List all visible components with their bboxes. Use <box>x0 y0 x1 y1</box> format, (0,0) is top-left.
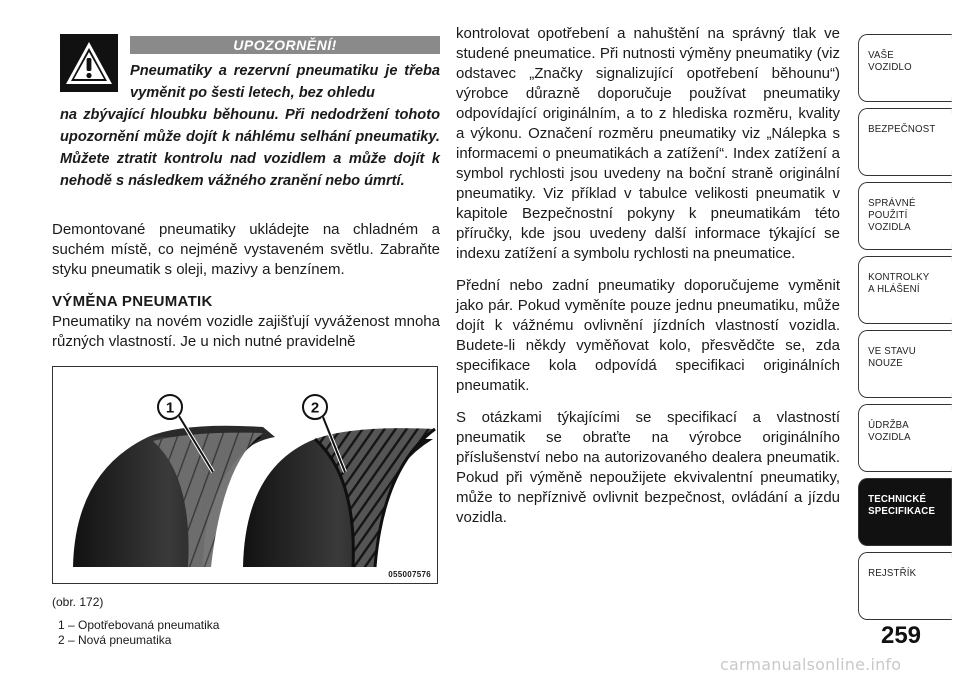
tab-kontrolky-a-hlaseni[interactable] <box>858 256 952 324</box>
legend-item-1: 1 – Opotřebovaná pneumatika <box>58 618 220 632</box>
watermark: carmanualsonline.info <box>720 655 902 674</box>
figure-caption: (obr. 172) <box>52 595 104 609</box>
tab-udrzba-vozidla[interactable] <box>858 404 952 472</box>
tab-vase-vozidlo[interactable] <box>858 34 952 102</box>
page-number: 259 <box>880 622 922 649</box>
right-paragraph-2: Přední nebo zadní pneumatiky doporučujeme vyměnit jako pár. Pokud vyměníte pouze jednu pneumatiku, může dojít k vážnému ovlivnění jízdních vlastností vozidla. Budete-li někdy vyměňovat kolo, přesvědčte se, zda specifikace kola odpovídá specifikaci originálních pneumatik. <box>456 277 840 394</box>
figure-code: 055007576 <box>388 570 431 579</box>
right-column <box>456 24 840 540</box>
figure-legend <box>58 618 219 648</box>
tab-label-line: A HLÁŠENÍ <box>868 283 920 295</box>
storage-paragraph: Demontované pneumatiky ukládejte na chladném a suchém místě, co nejméně vystaveném světlu. Zabraňte styku pneumatik s oleji, mazivy a benzínem. <box>52 221 440 278</box>
tire-figure <box>52 366 438 584</box>
right-paragraph-1: kontrolovat opotřebení a nahuštění na správný tlak ve studené pneumatice. Při nutnosti výměny pneumatiky (viz odstavec „Značky signalizující opotřebení běhounu“) výrobce důrazně doporučuje používat pneumatiky odpovídající originálním, a to z hlediska rozměru, kvality a výkonu. Označení rozměru pneumatiky viz „Nálepka s informacemi o pneumatikách a zatížení“. Index zatížení a symbol rychlosti jsou uvedeny na boční straně originální pneumatiky. Viz příklad v tabulce velikosti pneumatik v kapitole Bezpečnostní pokyny k pneumatikám této příručky, kde jsou uvedeny další informace týkající se indexu zatížení a symbolu rychlosti na pneumatice. <box>456 25 840 262</box>
callout-2-label: 2 <box>310 399 320 417</box>
tab-label-line: TECHNICKÉ <box>868 493 927 505</box>
warning-box <box>52 30 440 208</box>
tab-label-line: SPRÁVNÉ <box>868 197 916 209</box>
tab-label-line: SPECIFIKACE <box>868 505 936 517</box>
warning-title: UPOZORNĚNÍ! <box>130 36 440 54</box>
warning-text-rest: na zbývající hloubku běhounu. Při nedodržení tohoto upozornění může dojít k náhlému selhání pneumatiky. Můžete ztratit kontrolu nad vozidlem a může dojít k nehodě s následkem vážného zranění nebo úmrtí. <box>60 107 440 189</box>
warning-triangle-icon <box>60 34 118 92</box>
tab-label-line: KONTROLKY <box>868 271 930 283</box>
tab-technicke-specifikace[interactable] <box>858 478 952 546</box>
right-paragraph-3: S otázkami týkajícími se specifikací a vlastností pneumatik se obraťte na výrobce originálního příslušenství nebo na autorizovaného dealera pneumatik. Pokud při výměně nepoužijete ekvivalentní pneumatiky, může to nepříznivě ovlivnit bezpečnost, ovládání a jízdu vozidla. <box>456 409 840 526</box>
legend-item-2: 2 – Nová pneumatika <box>58 633 172 647</box>
tab-label-line: NOUZE <box>868 357 903 369</box>
tab-label-line: VAŠE <box>868 49 894 61</box>
tab-label-line: POUŽITÍ <box>868 209 908 221</box>
new-tire <box>243 428 435 567</box>
chapter-tabs <box>858 34 960 626</box>
section-heading: VÝMĚNA PNEUMATIK <box>52 293 213 310</box>
tab-bezpecnost[interactable] <box>858 108 952 176</box>
tab-label-line: VE STAVU <box>868 345 916 357</box>
tab-label-line: VOZIDLA <box>868 431 911 443</box>
tab-rejstrik[interactable] <box>858 552 952 620</box>
tire-illustration <box>53 367 438 584</box>
tab-label-line: ÚDRŽBA <box>868 419 909 431</box>
tab-label-line: BEZPEČNOST <box>868 123 936 135</box>
intro-paragraph: Pneumatiky na novém vozidle zajišťují vyváženost mnoha různých vlastností. Je u nich nutné pravidelně <box>52 313 440 350</box>
callout-1-label: 1 <box>165 399 175 417</box>
tab-spravne-pouziti-vozidla[interactable] <box>858 182 952 250</box>
warning-text-first: Pneumatiky a rezervní pneumatiku je třeba vyměnit po šesti letech, bez ohledu <box>130 63 440 101</box>
tab-ve-stavu-nouze[interactable] <box>858 330 952 398</box>
left-column <box>52 30 440 352</box>
tab-label-line: VOZIDLO <box>868 61 912 73</box>
tab-label-line: VOZIDLA <box>868 221 911 233</box>
tab-label-line: REJSTŘÍK <box>868 567 917 579</box>
